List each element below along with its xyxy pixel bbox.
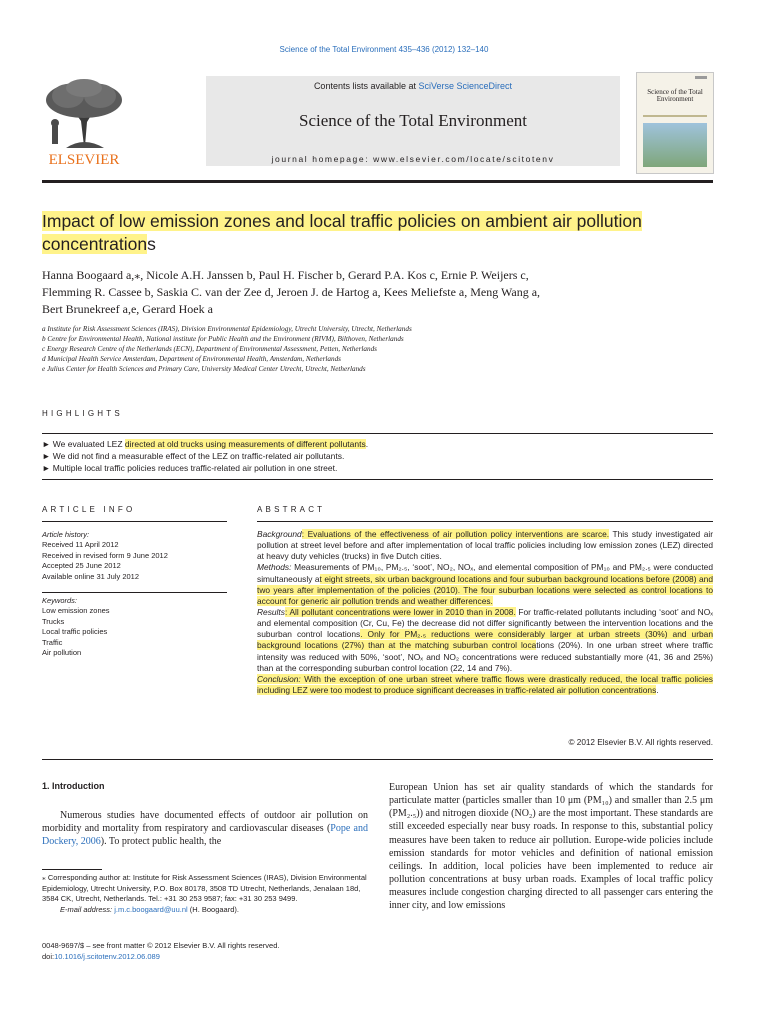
footnote-email-line: E-mail address: j.m.c.boogaard@uu.nl (H. Boogaard). (60, 904, 239, 914)
journal-cover-thumbnail[interactable] (636, 72, 714, 174)
highlight-item-2: ► We did not find a measurable effect of the LEZ on traffic-related air pollutants. (42, 451, 345, 462)
contents-prefix: Contents lists available at (313, 81, 419, 91)
doi-line: doi:10.1016/j.scitotenv.2012.06.089 (42, 951, 160, 961)
affiliation-b: b Centre for Environmental Health, National institute for Public Health and the Environment (RIVM), Bilthoven, Netherlands (42, 335, 404, 344)
affiliation-d: d Municipal Health Service Amsterdam, Department of Environmental Health, Amsterdam, Netherlands (42, 355, 341, 364)
author-line-2: Flemming R. Cassee b, Saskia C. van der Zee d, Jeroen J. de Hartog a, Kees Meliefste a, Meng Wang a, (42, 285, 541, 299)
journal-title: Science of the Total Environment (299, 111, 527, 130)
doi-link[interactable]: 10.1016/j.scitotenv.2012.06.089 (54, 951, 160, 961)
keywords-rule (42, 592, 227, 593)
highlights-top-rule (42, 433, 713, 434)
copyright-line: © 2012 Elsevier B.V. All rights reserved. (568, 738, 713, 747)
cover-badge (695, 76, 707, 79)
article-info-rule (42, 521, 227, 522)
intro-column-2: European Union has set air quality standards of which the standards for particulate matter (particles smaller than 10 μm (PM₁₀) and smaller than 2.5 μm (PM₂.₅)) and nitrogen dioxide (NO₂) are the most important. These standards are still exceeded especially near busy roads. In response to this, substantial policy measures have been taken to reduce air pollution. Europe-wide policies include emission standards for motor vehicles and definition of national emission ceilings. In addition, local policies have been implemented to reduce air pollution concentrations at busy urban roads. Examples of local traffic policy measures include congestion charging directed to all passenger cars entering the inner city, and low emissions (389, 782, 713, 912)
author-line-3: Bert Brunekreef a,e, Gerard Hoek a (42, 302, 213, 316)
keywords-label: Keywords: (42, 596, 78, 606)
intro-paragraph-1: Numerous studies have documented effects of outdoor air pollution on morbidity and mortality from respiratory and cardiovascular diseases (Pope and Dockery, 2006). To protect public health, the (42, 810, 368, 848)
abstract-results: Results: All pollutant concentrations were lower in 2010 than in 2008. For traffic-related pollutants including ‘soot’ and NOₓ and elemental composition (Cr, Cu, Fe) the decrease did not differ significantly between the intervention locations and the suburban control locations. Only for PM₂.₅ reductions were considerably larger at urban streets (30%) and urban background locations (27%) than at the matching suburban control locations (20%). In one urban street where traffic intensity was reduced with 50%, ‘soot’, NOₓ and NO₂ concentrations were reduced substantially more (41, 36 and 25%) than at the corresponding suburban control location (22, 14 and 7%). (257, 606, 713, 673)
author-email-link[interactable]: j.m.c.boogaard@uu.nl (114, 904, 188, 914)
elsevier-tree-logo-icon (38, 76, 130, 166)
contents-available-line (206, 81, 620, 91)
history-received: Received 11 April 2012 (42, 540, 119, 550)
highlights-bottom-rule (42, 479, 713, 480)
keyword: Local traffic policies (42, 627, 108, 637)
cover-divider (643, 115, 707, 117)
sciencedirect-link[interactable]: SciVerse ScienceDirect (418, 81, 513, 91)
journal-citation-link[interactable]: Science of the Total Environment 435–436 (2012) 132–140 (279, 45, 489, 54)
section-heading-introduction: 1. Introduction (42, 781, 105, 791)
header-rule (42, 180, 713, 183)
history-accepted: Accepted 25 June 2012 (42, 561, 121, 571)
article-title (42, 210, 702, 256)
front-matter-note (42, 941, 372, 963)
footnote-rule (42, 869, 102, 870)
affiliation-e: e Julius Center for Health Sciences and Primary Care, University Medical Center Utrecht, Utrecht, Netherlands (42, 365, 366, 374)
keyword: Trucks (42, 616, 65, 626)
citation-link[interactable]: Pope and Dockery, 2006 (42, 823, 368, 848)
keyword: Air pollution (42, 648, 82, 658)
history-label: Article history: (42, 530, 90, 539)
abstract-body (257, 529, 713, 696)
keyword: Traffic (42, 637, 63, 647)
cover-landscape-image (643, 123, 707, 167)
keyword: Low emission zones (42, 606, 110, 616)
article-title-tail: s (147, 234, 156, 254)
article-title-highlighted: Impact of low emission zones and local traffic policies on ambient air pollution concentration (42, 211, 642, 254)
abstract-rule (257, 521, 713, 522)
abstract-conclusion: Conclusion: With the exception of one urban street where traffic flows were drastically reduced, the local traffic policies including LEZ were too modest to produce significant decreases in traffic-related air pollution concentrations. (257, 673, 713, 695)
article-info-block (42, 530, 227, 658)
affiliation-list (42, 324, 722, 374)
abstract-background: Background: Evaluations of the effectiveness of air pollution policy interventions are scarce. This study investigated air pollution at street level before and after implementation of local traffic policies including low emission zones (LEZ) directed at heavy duty vehicles (trucks) in five Dutch cities. (257, 529, 714, 562)
affiliation-c: c Energy Research Centre of the Netherlands (ECN), Department of Environmental Assessment, Petten, Netherlands (42, 345, 377, 354)
cover-title: Science of the Total Environment (647, 88, 703, 103)
history-online: Available online 31 July 2012 (42, 571, 140, 581)
highlights-heading: HIGHLIGHTS (42, 409, 123, 418)
author-list (42, 267, 722, 318)
highlight-item-3: ► Multiple local traffic policies reduces traffic-related air pollution in one street. (42, 463, 338, 474)
issn-line: 0048-9697/$ – see front matter © 2012 Elsevier B.V. All rights reserved. (42, 941, 280, 950)
abstract-methods: Methods: Measurements of PM₁₀, PM₂.₅, ‘soot’, NO₂, NOₓ, and elemental composition of PM₁₀ and PM₂.₅ were conducted simultaneously at eight streets, six urban background locations and four suburban background locations before (2008) and two years after implementation of the policies (2010). The four suburban locations were selected as control locations to account for generic air pollution trends and weather differences. (257, 562, 713, 606)
article-info-heading: ARTICLE INFO (42, 505, 136, 514)
affiliation-a: a Institute for Risk Assessment Sciences (IRAS), Division Environmental Epidemiology, Utrecht University, Utrecht, Netherlands (42, 325, 412, 333)
author-line-1: Hanna Boogaard a,⁎, Nicole A.H. Janssen b, Paul H. Fischer b, Gerard P.A. Kos c, Ernie P. Weijers c, (42, 268, 529, 282)
highlight-item-1: ► We evaluated LEZ directed at old trucks using measurements of different pollutants. (42, 439, 369, 449)
corresponding-author-footnote (42, 873, 368, 915)
footnote-text: ⁎ Corresponding author at: Institute for Risk Assessment Sciences (IRAS), Division Environmental Epidemiology, Utrecht University, P.O. Box 80178, 3508 TD Utrecht, Netherlands, Jenalaan 18d, 3584 CK, Utrecht, Netherlands. Tel.: +31 30 253 9587; fax: +31 30 253 9499. (42, 873, 367, 904)
abstract-bottom-rule (42, 759, 713, 760)
highlights-list (42, 438, 722, 475)
journal-homepage-link[interactable]: journal homepage: www.elsevier.com/locate/scitotenv (271, 154, 555, 164)
elsevier-wordmark: ELSEVIER (48, 152, 120, 166)
abstract-heading: ABSTRACT (257, 505, 326, 514)
history-revised: Received in revised form 9 June 2012 (42, 550, 168, 560)
